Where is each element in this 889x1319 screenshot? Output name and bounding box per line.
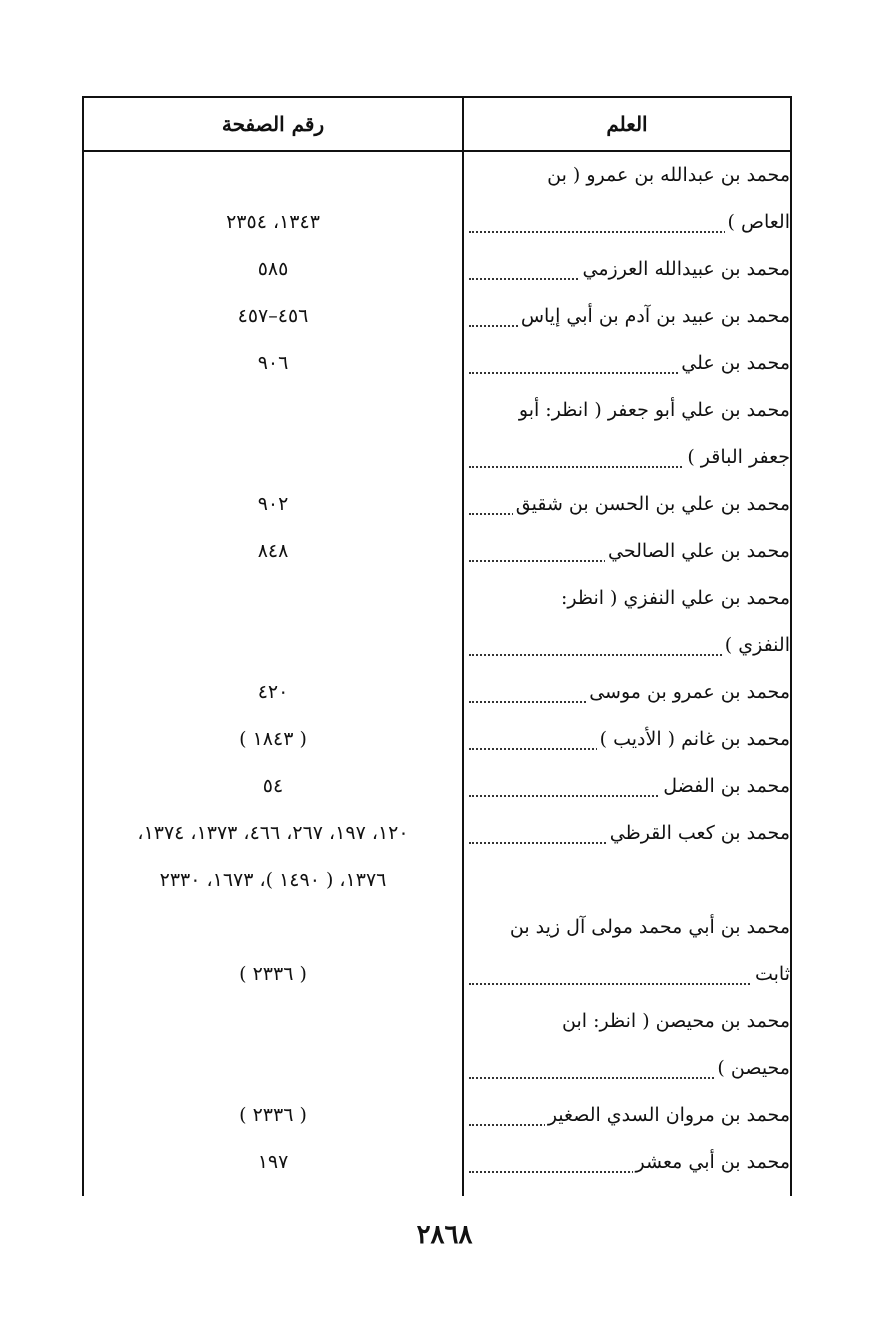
name-text: محمد بن عبدالله بن عمرو ( بن	[547, 164, 790, 186]
table-row	[84, 152, 790, 199]
name-cell	[469, 434, 790, 481]
table-row	[84, 387, 790, 434]
page-refs	[84, 904, 462, 951]
table-row	[84, 199, 790, 246]
name-text: محمد بن غانم ( الأديب )	[597, 716, 790, 763]
page-refs	[84, 434, 462, 481]
table-row	[84, 951, 790, 998]
name-text: محمد بن مروان السدي الصغير	[545, 1092, 790, 1139]
table-row	[84, 669, 790, 716]
name-text: العاص )	[725, 199, 790, 246]
table-row	[84, 528, 790, 575]
page-refs: ٨٤٨	[257, 540, 289, 562]
table-row	[84, 998, 790, 1045]
page-refs: ٩٠٦	[257, 352, 289, 374]
name-text: محمد بن عمرو بن موسى	[586, 669, 790, 716]
table-row	[84, 716, 790, 763]
name-cell	[469, 669, 790, 716]
table-row	[84, 1092, 790, 1139]
name-text: محمد بن علي الصالحي	[605, 528, 790, 575]
name-cell	[469, 528, 790, 575]
name-text: محمد بن علي بن الحسن بن شقيق	[513, 481, 790, 528]
name-cell	[469, 622, 790, 669]
name-cell	[469, 998, 790, 1045]
name-cell	[469, 340, 790, 387]
index-table	[82, 96, 792, 1196]
name-text: محمد بن أبي محمد مولى آل زيد بن	[509, 916, 790, 938]
name-text: جعفر الباقر )	[684, 434, 790, 481]
table-row	[84, 434, 790, 481]
name-cell	[469, 246, 790, 293]
page-refs	[84, 998, 462, 1045]
name-cell	[469, 152, 790, 199]
name-text: محمد بن محيصن ( انظر: ابن	[562, 1010, 790, 1032]
table-row	[84, 340, 790, 387]
table-row	[84, 1139, 790, 1186]
name-text: النفزي )	[722, 622, 790, 669]
name-text: محمد بن عبيدالله العرزمي	[580, 246, 791, 293]
name-cell	[469, 1092, 790, 1139]
name-text: محمد بن علي	[678, 340, 790, 387]
table-row	[84, 1045, 790, 1092]
name-text: محمد بن علي أبو جعفر ( انظر: أبو	[518, 399, 790, 421]
name-cell	[469, 716, 790, 763]
page-refs: ٤٢٠	[257, 681, 289, 703]
name-cell	[469, 810, 790, 857]
name-cell	[469, 481, 790, 528]
table-row	[84, 293, 790, 340]
table-row	[84, 857, 790, 904]
page-refs	[84, 575, 462, 622]
name-text: محمد بن أبي معشر	[633, 1139, 790, 1186]
table-row	[84, 810, 790, 857]
page-refs: ١٣٧٦، ( ١٤٩٠ )، ١٦٧٣، ٢٣٣٠	[159, 869, 387, 891]
name-text: محيصن )	[714, 1045, 790, 1092]
page-refs	[84, 152, 462, 199]
table-row	[84, 622, 790, 669]
name-cell	[469, 763, 790, 810]
page-refs: ١٩٧	[257, 1151, 289, 1173]
table-row	[84, 481, 790, 528]
name-cell	[469, 575, 790, 622]
name-cell	[469, 1139, 790, 1186]
page-refs: ٥٤	[262, 775, 284, 797]
page-refs	[84, 622, 462, 669]
page-refs: ( ٢٣٣٦ )	[239, 963, 307, 985]
name-text: محمد بن الفضل	[660, 763, 790, 810]
page-refs: ٩٠٢	[257, 493, 289, 515]
page-refs: ٤٥٦–٤٥٧	[237, 305, 309, 327]
page-refs: ٥٨٥	[257, 258, 289, 280]
table-row	[84, 904, 790, 951]
name-cell	[469, 904, 790, 951]
name-cell	[469, 199, 790, 246]
table-header	[84, 98, 790, 152]
name-cell	[469, 857, 790, 904]
name-cell	[469, 1045, 790, 1092]
table-row	[84, 575, 790, 622]
name-column-header: العلم	[606, 112, 648, 136]
table-row	[84, 763, 790, 810]
page-column-header: رقم الصفحة	[221, 112, 325, 136]
page-refs: ١٣٤٣، ٢٣٥٤	[226, 211, 320, 233]
name-text: محمد بن علي النفزي ( انظر:	[560, 587, 790, 609]
name-text: محمد بن عبيد بن آدم بن أبي إياس	[518, 293, 790, 340]
page-refs	[84, 387, 462, 434]
page-refs: ( ١٨٤٣ )	[239, 728, 307, 750]
page-refs	[84, 1045, 462, 1092]
name-cell	[469, 387, 790, 434]
page-refs: ١٢٠، ١٩٧، ٢٦٧، ٤٦٦، ١٣٧٣، ١٣٧٤،	[137, 822, 409, 844]
name-text: محمد بن كعب القرظي	[607, 810, 790, 857]
name-text: ثابت	[752, 951, 790, 998]
table-row	[84, 246, 790, 293]
page-refs: ( ٢٣٣٦ )	[239, 1104, 307, 1126]
name-cell	[469, 293, 790, 340]
name-cell	[469, 951, 790, 998]
page-number: ٢٨٦٨	[416, 1220, 473, 1250]
